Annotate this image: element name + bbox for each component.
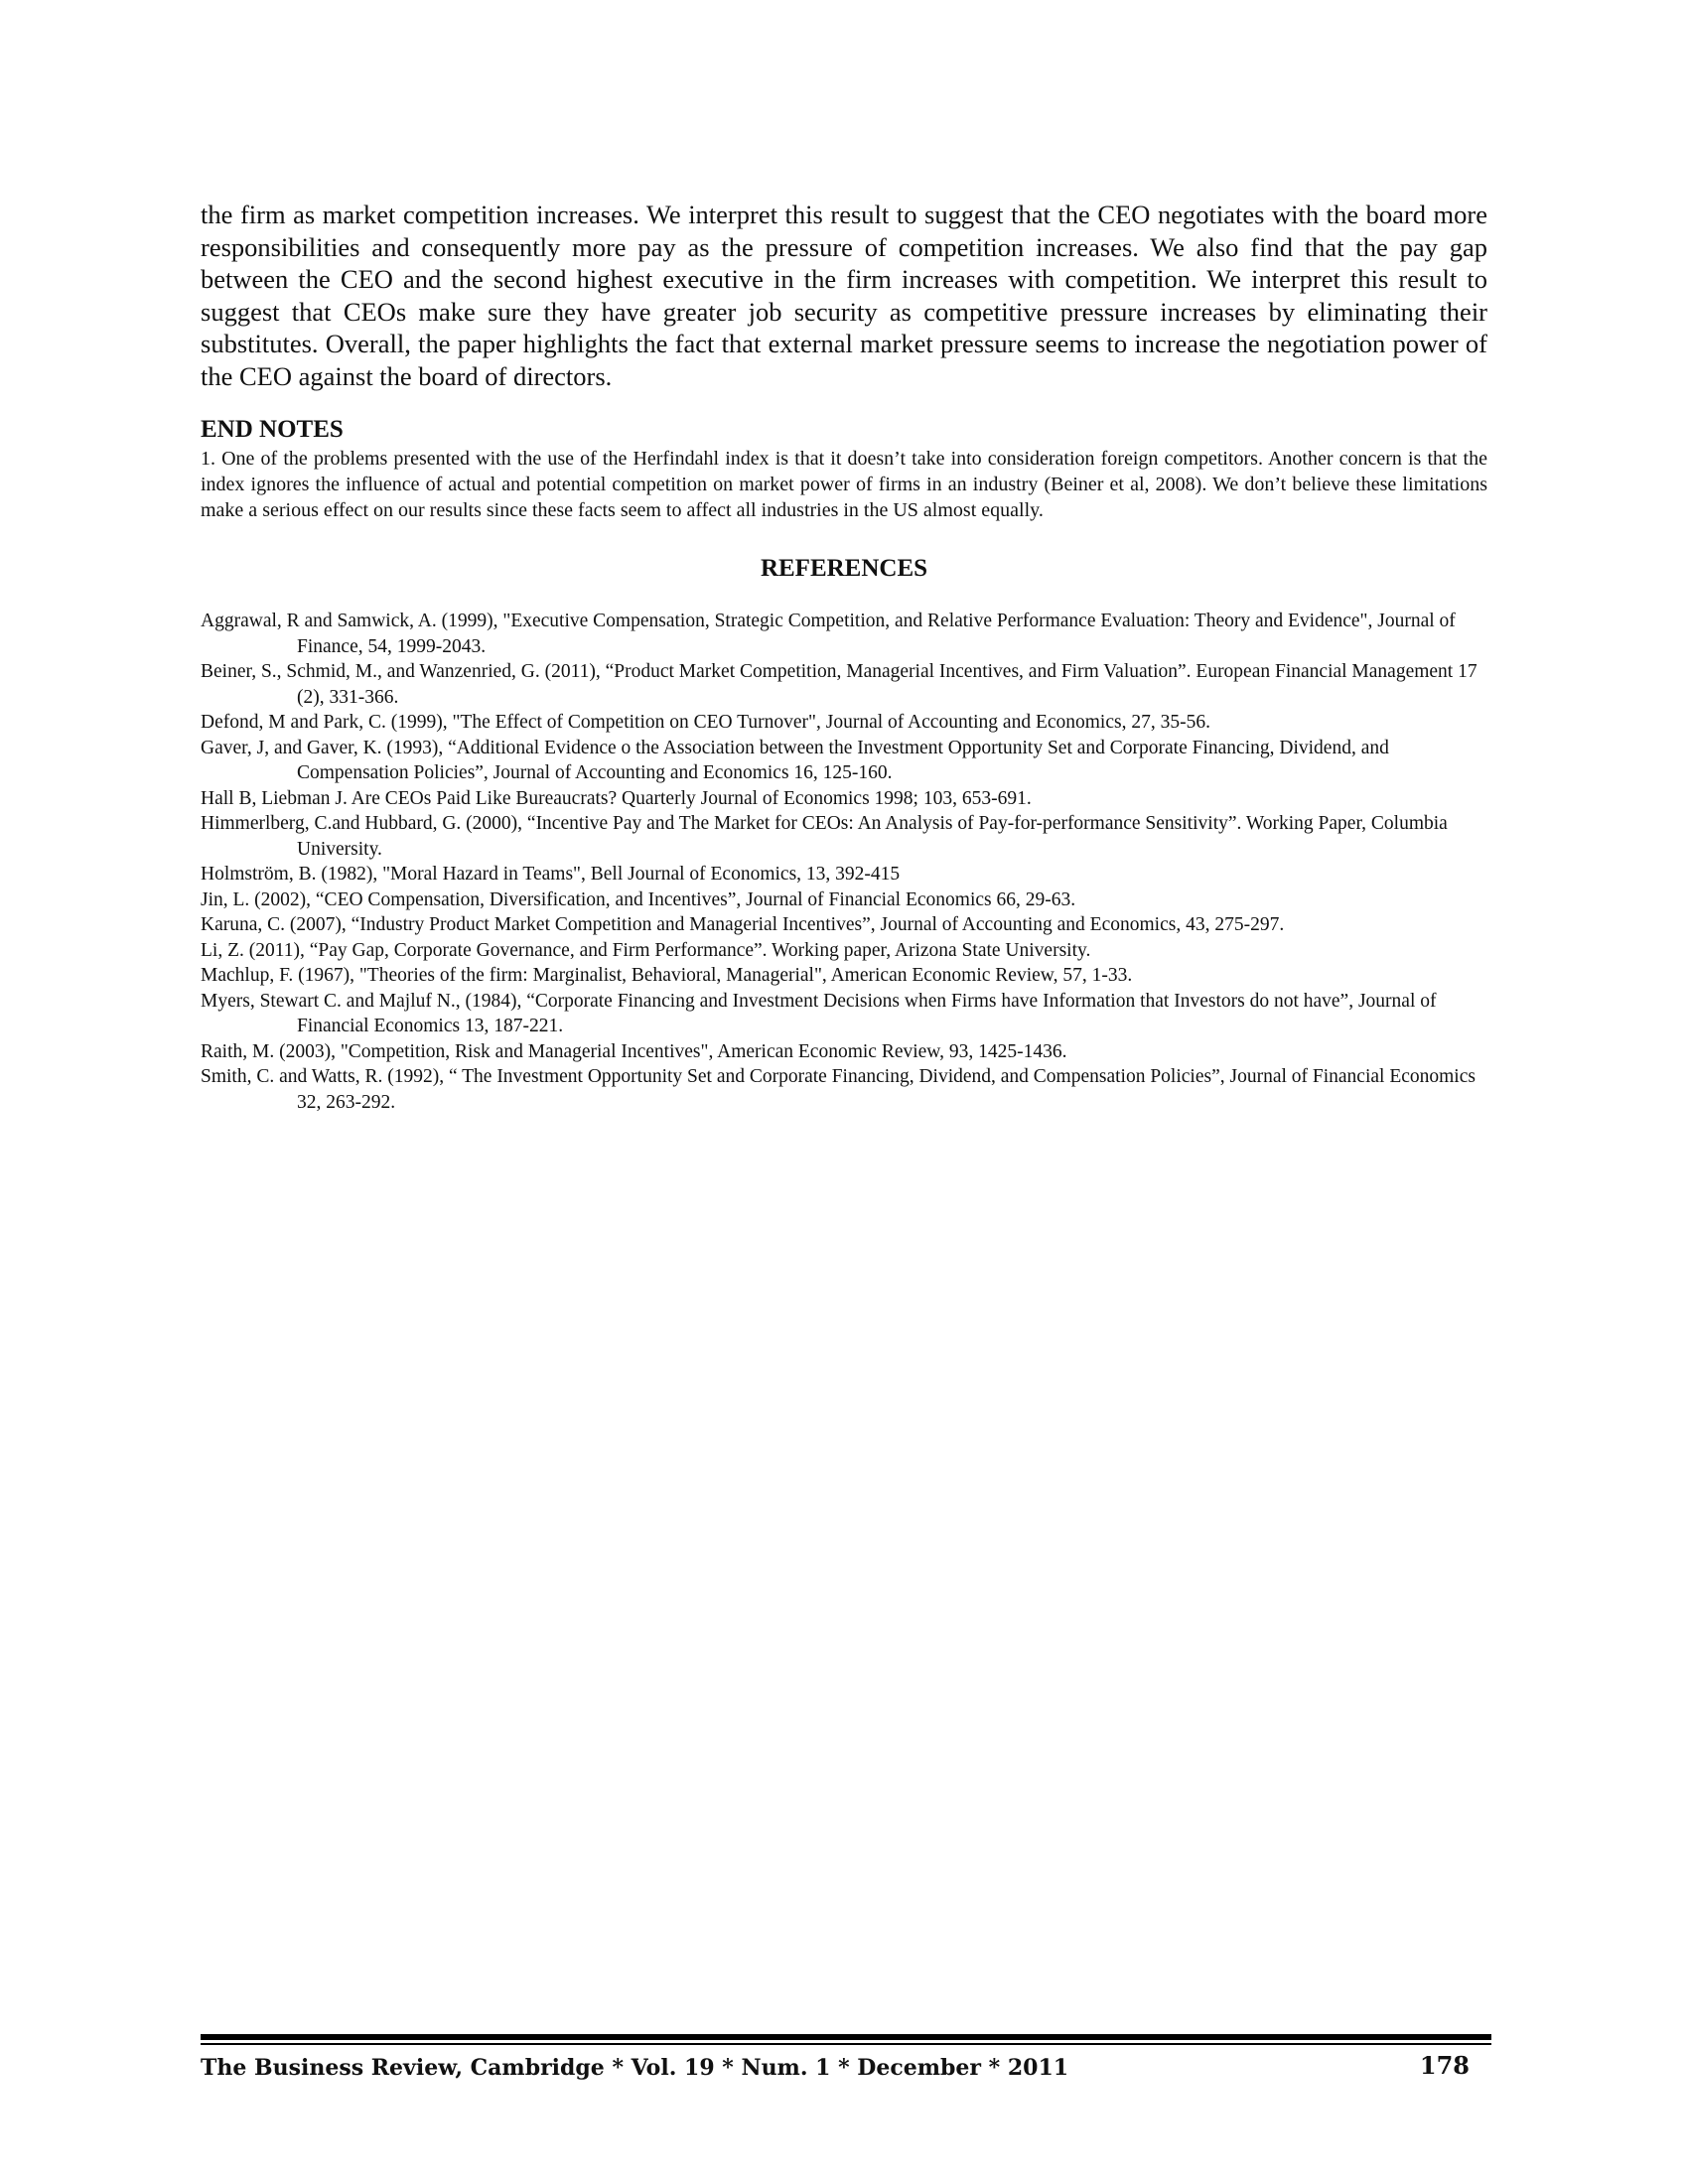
reference-entry: Aggrawal, R and Samwick, A. (1999), "Executive Compensation, Strategic Competition, and Relative Performance Evaluation: Theory and Evidence", Journal of Finance, 54, 1999-2043. — [201, 611, 1456, 657]
reference-entry: Himmerlberg, C.and Hubbard, G. (2000), “Incentive Pay and The Market for CEOs: An Analysis of Pay-for-performance Sensitivity”. Working Paper, Columbia University. — [201, 813, 1448, 860]
footer-rule-thick — [201, 2034, 1491, 2040]
conclusion-paragraph: the firm as market competition increases. We interpret this result to suggest that the CEO negotiates with the board more responsibilities and consequently more pay as the pressure of competition increases. We also find that the pay gap between the CEO and the second highest executive in the firm increases with competition. We interpret this result to suggest that CEOs make sure they have greater job security as competitive pressure increases by eliminating their substitutes. Overall, the paper highlights the fact that external market pressure seems to increase the negotiation power of the CEO against the board of directors. — [201, 200, 1487, 391]
references-heading: REFERENCES — [760, 555, 928, 582]
footer-rule-thin — [201, 2043, 1491, 2045]
references-list — [201, 609, 1487, 1115]
reference-entry: Jin, L. (2002), “CEO Compensation, Diversification, and Incentives”, Journal of Financial Economics 66, 29-63. — [201, 888, 1076, 910]
reference-entry: Holmström, B. (1982), "Moral Hazard in Teams", Bell Journal of Economics, 13, 392-415 — [201, 864, 901, 885]
reference-entry: Raith, M. (2003), "Competition, Risk and Managerial Incentives", American Economic Review, 93, 1425-1436. — [201, 1040, 1067, 1062]
reference-entry: Beiner, S., Schmid, M., and Wanzenried, G. (2011), “Product Market Competition, Managerial Incentives, and Firm Valuation”. European Financial Management 17 (2), 331-366. — [201, 661, 1477, 708]
page-number: 178 — [1419, 2051, 1470, 2080]
reference-entry: Gaver, J, and Gaver, K. (1993), “Additional Evidence o the Association between the Investment Opportunity Set and Corporate Financing, Dividend, and Compensation Policies”, Journal of Accounting and Economics 16, 125-160. — [201, 737, 1389, 783]
endnotes-heading: END NOTES — [201, 416, 344, 443]
reference-entry: Li, Z. (2011), “Pay Gap, Corporate Governance, and Firm Performance”. Working paper, Arizona State University. — [201, 939, 1091, 961]
reference-entry: Defond, M and Park, C. (1999), "The Effect of Competition on CEO Turnover", Journal of Accounting and Economics, 27, 35-56. — [201, 712, 1210, 733]
reference-entry: Smith, C. and Watts, R. (1992), “ The Investment Opportunity Set and Corporate Financing, Dividend, and Compensation Policies”, Journal of Financial Economics 32, 263-292. — [201, 1066, 1476, 1113]
endnote-item: 1. One of the problems presented with the use of the Herfindahl index is that it doesn’t take into consideration foreign competitors. Another concern is that the index ignores the influence of actual and potential competition on market power of firms in an industry (Beiner et al, 2008). We don’t believe these limitations make a serious effect on our results since these facts seem to affect all industries in the US almost equally. — [201, 448, 1487, 521]
reference-entry: Machlup, F. (1967), "Theories of the firm: Marginalist, Behavioral, Managerial", American Economic Review, 57, 1-33. — [201, 965, 1133, 986]
footer-journal-title: The Business Review, Cambridge * Vol. 19 * Num. 1 * December * 2011 — [201, 2055, 1069, 2081]
reference-entry: Hall B, Liebman J. Are CEOs Paid Like Bureaucrats? Quarterly Journal of Economics 1998; 103, 653-691. — [201, 787, 1032, 809]
reference-entry: Karuna, C. (2007), “Industry Product Market Competition and Managerial Incentives”, Journal of Accounting and Economics, 43, 275-297. — [201, 914, 1285, 935]
reference-entry: Myers, Stewart C. and Majluf N., (1984), “Corporate Financing and Investment Decisions when Firms have Information that Investors do not have”, Journal of Financial Economics 13, 187-221. — [201, 990, 1437, 1036]
